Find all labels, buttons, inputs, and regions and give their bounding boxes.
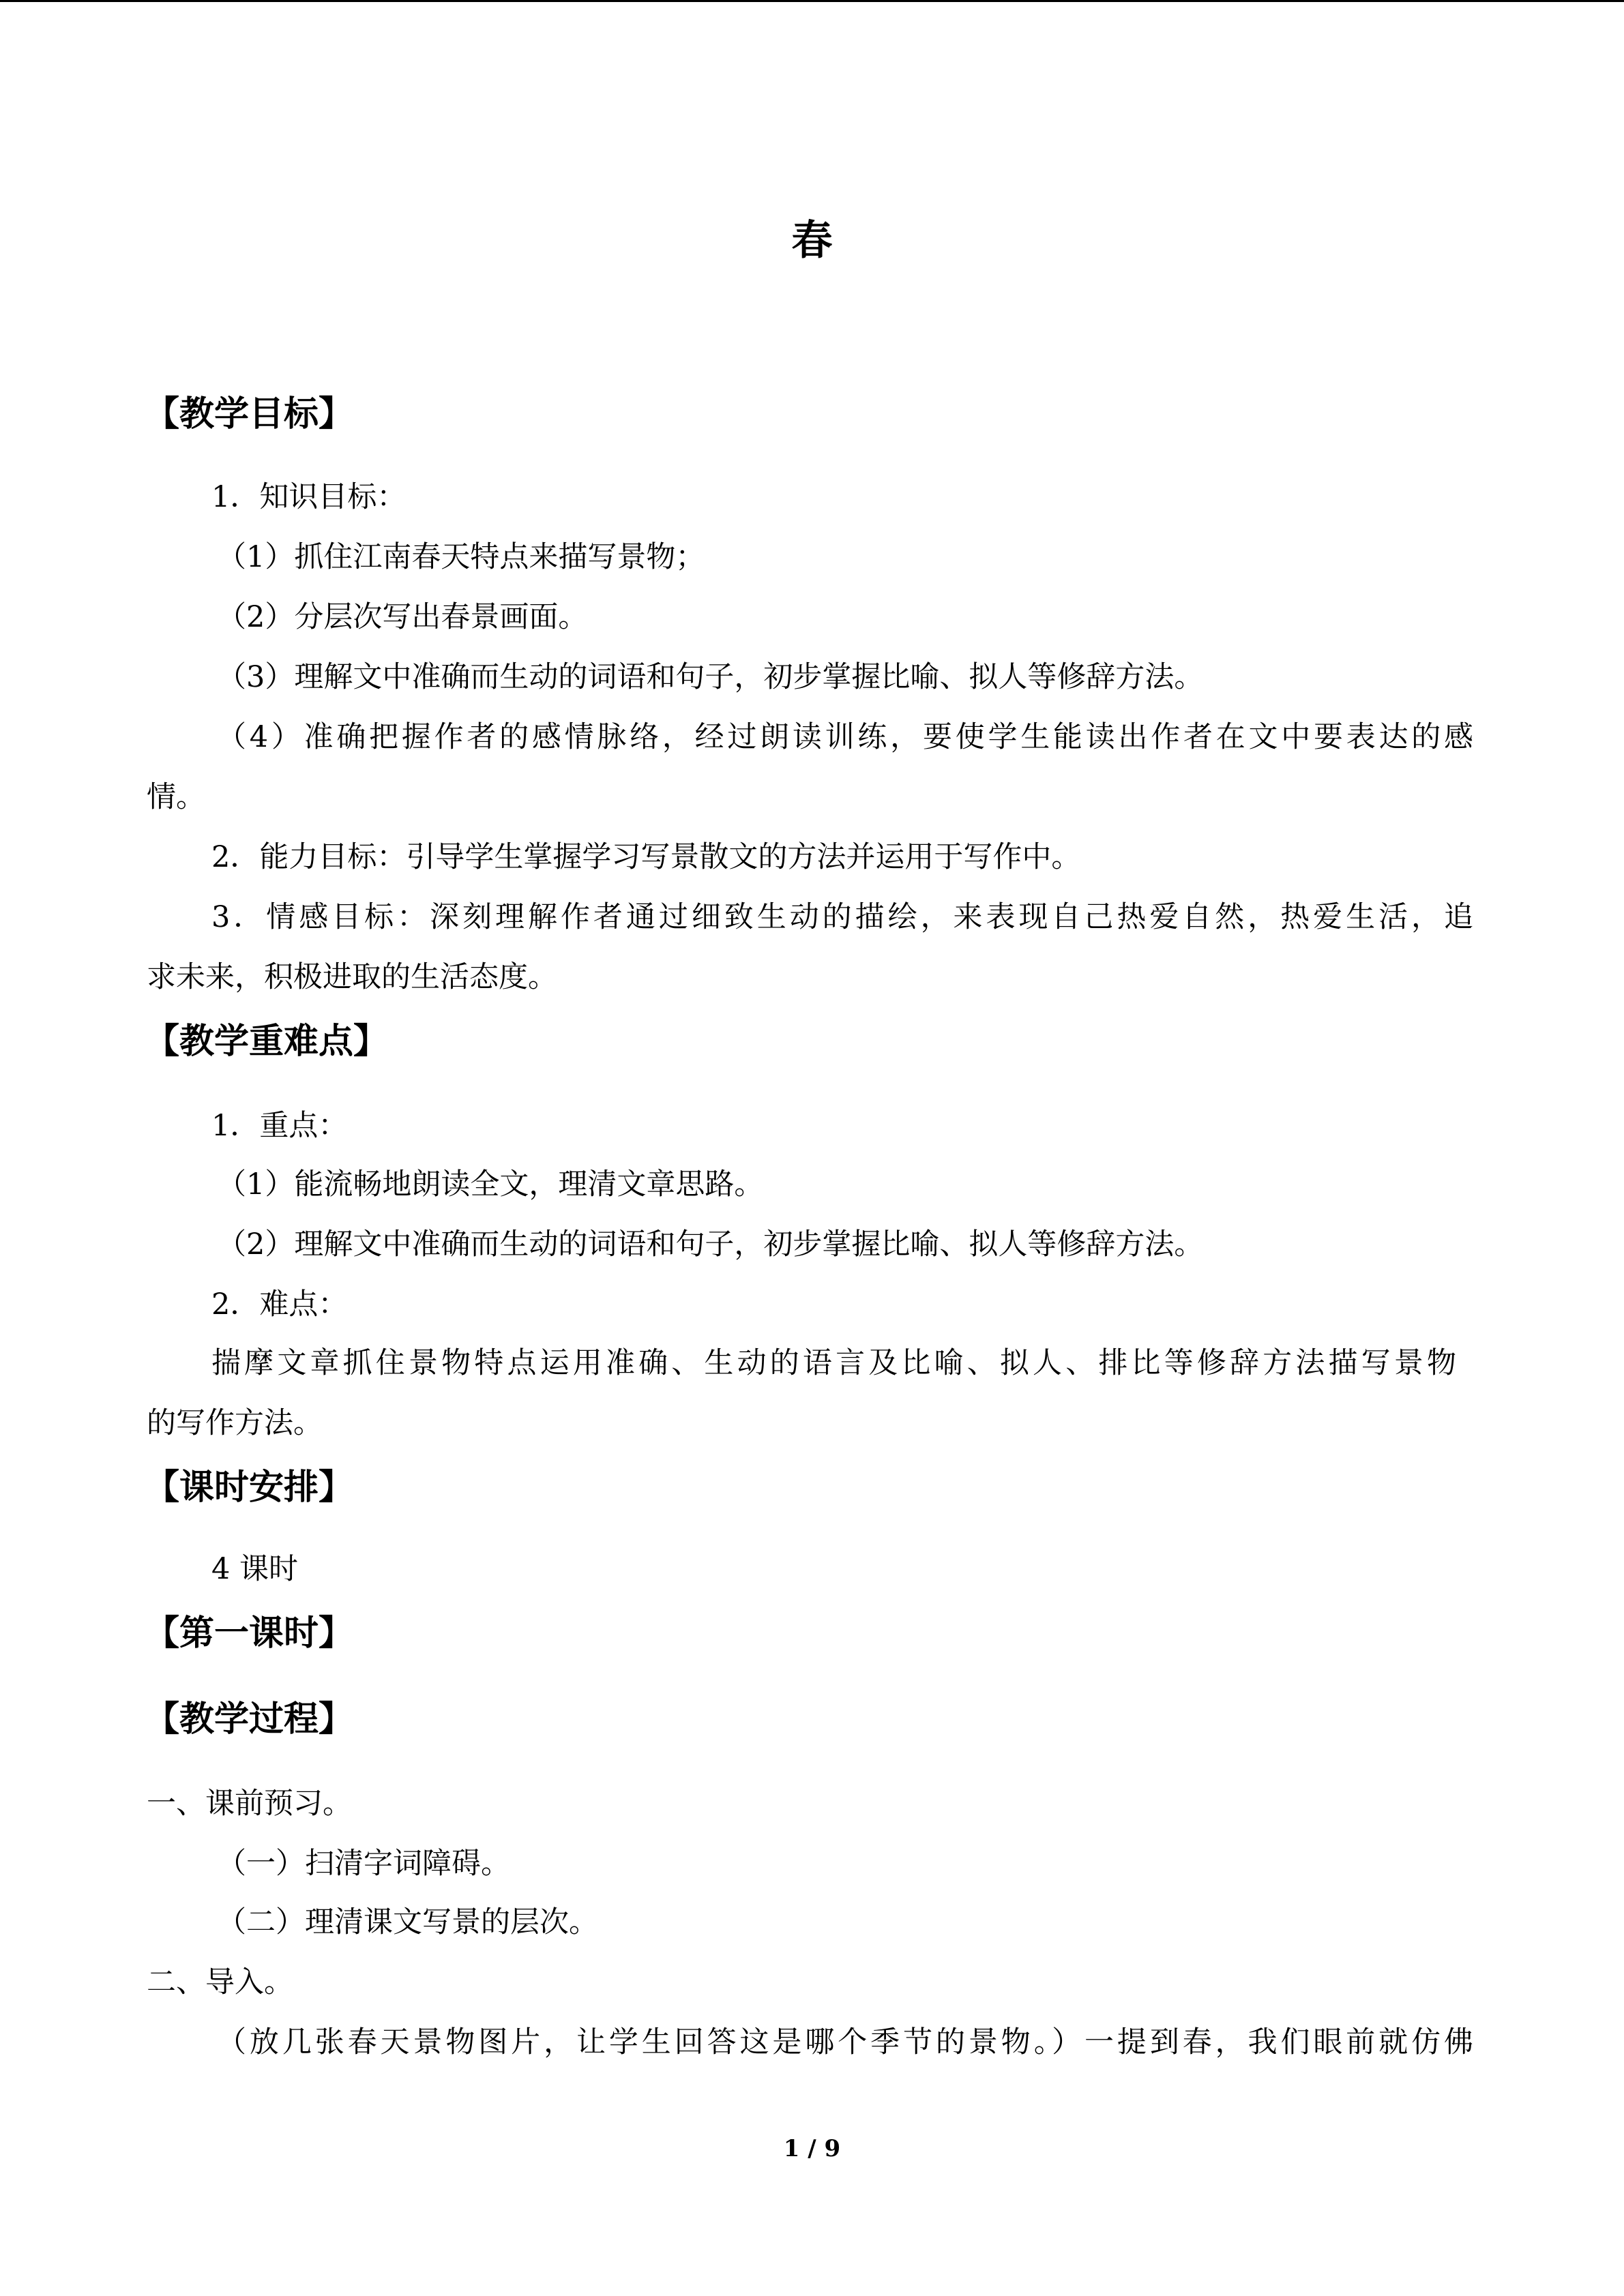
process-p2-text: （放几张春天景物图片，让学生回答这是哪个季节的景物。）一提到春，我们眼前就仿佛 xyxy=(217,2025,1473,2059)
heading-objectives: 【教学目标】 xyxy=(145,394,354,434)
process-p1: 一、课前预习。 xyxy=(147,1787,352,1821)
objective-k2: （2）分层次写出春景画面。 xyxy=(217,600,588,634)
keypoint-f1: （1）能流畅地朗读全文，理清文章思路。 xyxy=(217,1167,764,1202)
heading-lesson1: 【第一课时】 xyxy=(145,1613,354,1654)
heading-key-points: 【教学重难点】 xyxy=(145,1022,389,1062)
keypoint-d1-line1: 揣摩文章抓住景物特点运用准确、生动的语言及比喻、拟人、排比等修辞方法描写景物 xyxy=(211,1346,1456,1380)
process-p1a: （一）扫清字词障碍。 xyxy=(217,1847,510,1881)
keypoint-d1-line2: 的写作方法。 xyxy=(147,1406,323,1440)
objective-k3: （3）理解文中准确而生动的词语和句子，初步掌握比喻、拟人等修辞方法。 xyxy=(217,660,1204,694)
schedule-hours: 4 课时 xyxy=(211,1552,299,1586)
process-p1b: （二）理清课文写景的层次。 xyxy=(217,1905,598,1939)
objective-knowledge: 1．知识目标： xyxy=(211,480,407,514)
document-title: 春 xyxy=(791,217,833,265)
objective-k1: （1）抓住江南春天特点来描写景物； xyxy=(217,540,705,574)
page-number: 1 / 9 xyxy=(783,2135,841,2162)
objective-ability: 2．能力目标：引导学生掌握学习写景散文的方法并运用于写作中。 xyxy=(211,840,1081,874)
objective-emotion-line1: 3．情感目标：深刻理解作者通过细致生动的描绘，来表现自己热爱自然，热爱生活，追 xyxy=(211,900,1473,934)
keypoint-difficulty: 2．难点： xyxy=(211,1287,348,1322)
objective-k4-line1: （4）准确把握作者的感情脉络，经过朗读训练，要使学生能读出作者在文中要表达的感 xyxy=(217,720,1473,754)
heading-schedule: 【课时安排】 xyxy=(145,1467,354,1508)
objective-k4-line2: 情。 xyxy=(147,780,205,814)
heading-process: 【教学过程】 xyxy=(145,1699,354,1740)
keypoint-f2: （2）理解文中准确而生动的词语和句子，初步掌握比喻、拟人等修辞方法。 xyxy=(217,1227,1204,1262)
process-p2: 二、导入。 xyxy=(147,1965,293,1999)
keypoint-focus: 1．重点： xyxy=(211,1109,348,1143)
objective-emotion-line2: 求未来，积极进取的生活态度。 xyxy=(147,960,557,994)
